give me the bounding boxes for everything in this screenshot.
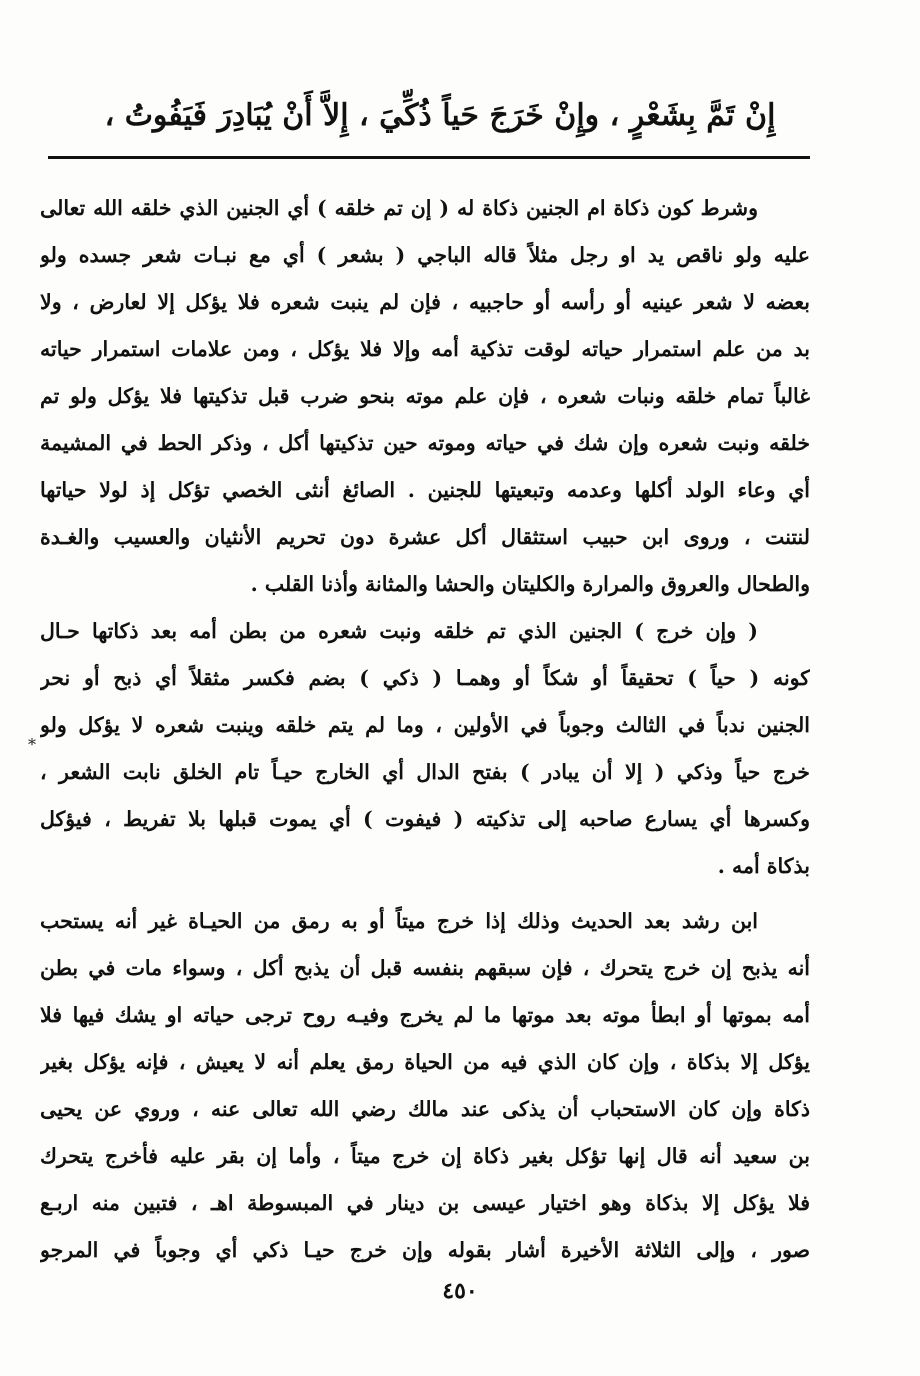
text-line: بذكاة أمه . bbox=[717, 854, 810, 878]
text-line: خلقه ونبت شعره وإن شك في حياته وموته حين تذكيتها أكل ، وذكر الحط في المشيمة bbox=[40, 431, 810, 455]
text-line: فلا يؤكل إلا بذكاة وهو اختيار عيسى بن دينار في المبسوطة اهـ ، فتبين منه اربـع bbox=[40, 1191, 810, 1215]
verse-header: إِنْ تَمَّ بِشَعْرٍ ، وإِنْ خَرَجَ حَياً ذُكِّيَ ، إِلاَّ أَنْ يُبَادِرَ فَيَفُوتُ ، bbox=[104, 98, 776, 133]
text-line: بعضه لا شعر عينيه أو رأسه أو حاجبيه ، فإن لم ينبت شعره فلا يؤكل إلا لعارض ، ولا bbox=[40, 290, 810, 314]
header-divider bbox=[48, 156, 810, 159]
text-line: خرج حياً وذكي ( إلا أن يبادر ) بفتح الدال أي الخارج حيـاً تام الخلق نابت الشعر ، bbox=[40, 760, 810, 784]
text-line: أي وعاء الولد أكلها وعدمه وتبعيتها للجنين . الصائغ أنثى الخصي تؤكل إذ لولا حياتها bbox=[40, 478, 810, 502]
text-line: وشرط كون ذكاة ام الجنين ذكاة له ( إن تم خلقه ) أي الجنين الذي خلقه الله تعالى bbox=[40, 196, 758, 220]
paragraph-gap bbox=[40, 890, 810, 898]
text-line: عليه ولو ناقص يد او رجل مثلاً قاله الباجي ( بشعر ) أي مع نبـات شعر جسده ولو bbox=[40, 243, 810, 267]
text-line: لنتنت ، وروى ابن حبيب استثقال أكل عشرة دون تحريم الأنثيان والعسيب والغـدة bbox=[40, 525, 810, 549]
text-line: أمه بموتها أو ابطأ موته بعد موتها ما لم يخرج وفيـه روح ترجى حياته او يشك فيها فلا bbox=[40, 1003, 810, 1027]
text-line: بد من علم استمرار حياته لوقت تذكية أمه وإلا فلا يؤكل ، ومن علامات استمرار حياته bbox=[40, 337, 810, 361]
text-line: يؤكل إلا بذكاة ، وإن كان الذي فيه من الحياة رمق يعلم أنه لا يعيش ، فإنه يؤكل بغير bbox=[40, 1050, 810, 1074]
text-line: صور ، وإلى الثلاثة الأخيرة أشار بقوله وإن خرج حيـا ذكي أي وجوباً في المرجو bbox=[40, 1238, 810, 1262]
commentary-body bbox=[40, 185, 810, 1274]
margin-mark: * bbox=[28, 735, 36, 754]
text-line: أنه يذبح إن خرج يتحرك ، فإن سبقهم بنفسه قبل أن يذبح أكل ، وسواء مات في بطن bbox=[40, 956, 810, 980]
text-line: غالباً تمام خلقه ونبات شعره ، فإن علم موته بنحو ضرب قبل تذكيتها فلا يؤكل ولو تم bbox=[40, 384, 810, 408]
text-line: الجنين ندباً في الثالث وجوباً في الأولين ، وما لم يتم خلقه وينبت شعره لا يؤكل ولو bbox=[40, 713, 810, 737]
text-line: والطحال والعروق والمرارة والكليتان والحشا والمثانة وأذنا القلب . bbox=[250, 572, 810, 596]
text-line: كونه ( حياً ) تحقيقاً أو شكاً أو وهمـا ( ذكي ) بضم فكسر مثقلاً أي ذبح أو نحر bbox=[40, 666, 810, 690]
text-line: ابن رشد بعد الحديث وذلك إذا خرج ميتاً أو به رمق من الحيـاة غير أنه يستحب bbox=[40, 909, 758, 933]
text-line: ذكاة وإن كان الاستحباب أن يذكى عند مالك رضي الله تعالى عنه ، وروي عن يحيى bbox=[40, 1097, 810, 1121]
text-line: وكسرها أي يسارع صاحبه إلى تذكيته ( فيفوت ) أي يموت قبلها بلا تفريط ، فيؤكل bbox=[40, 807, 810, 831]
page-number: ٤٥٠ bbox=[442, 1278, 478, 1304]
text-line: ( وإن خرج ) الجنين الذي تم خلقه ونبت شعره من بطن أمه بعد ذكاتها حـال bbox=[40, 619, 758, 643]
text-line: بن سعيد أنه قال إنها تؤكل بغير ذكاة إن خرج ميتاً ، وأما إن بقر عليه فأخرج يتحرك bbox=[40, 1144, 810, 1168]
